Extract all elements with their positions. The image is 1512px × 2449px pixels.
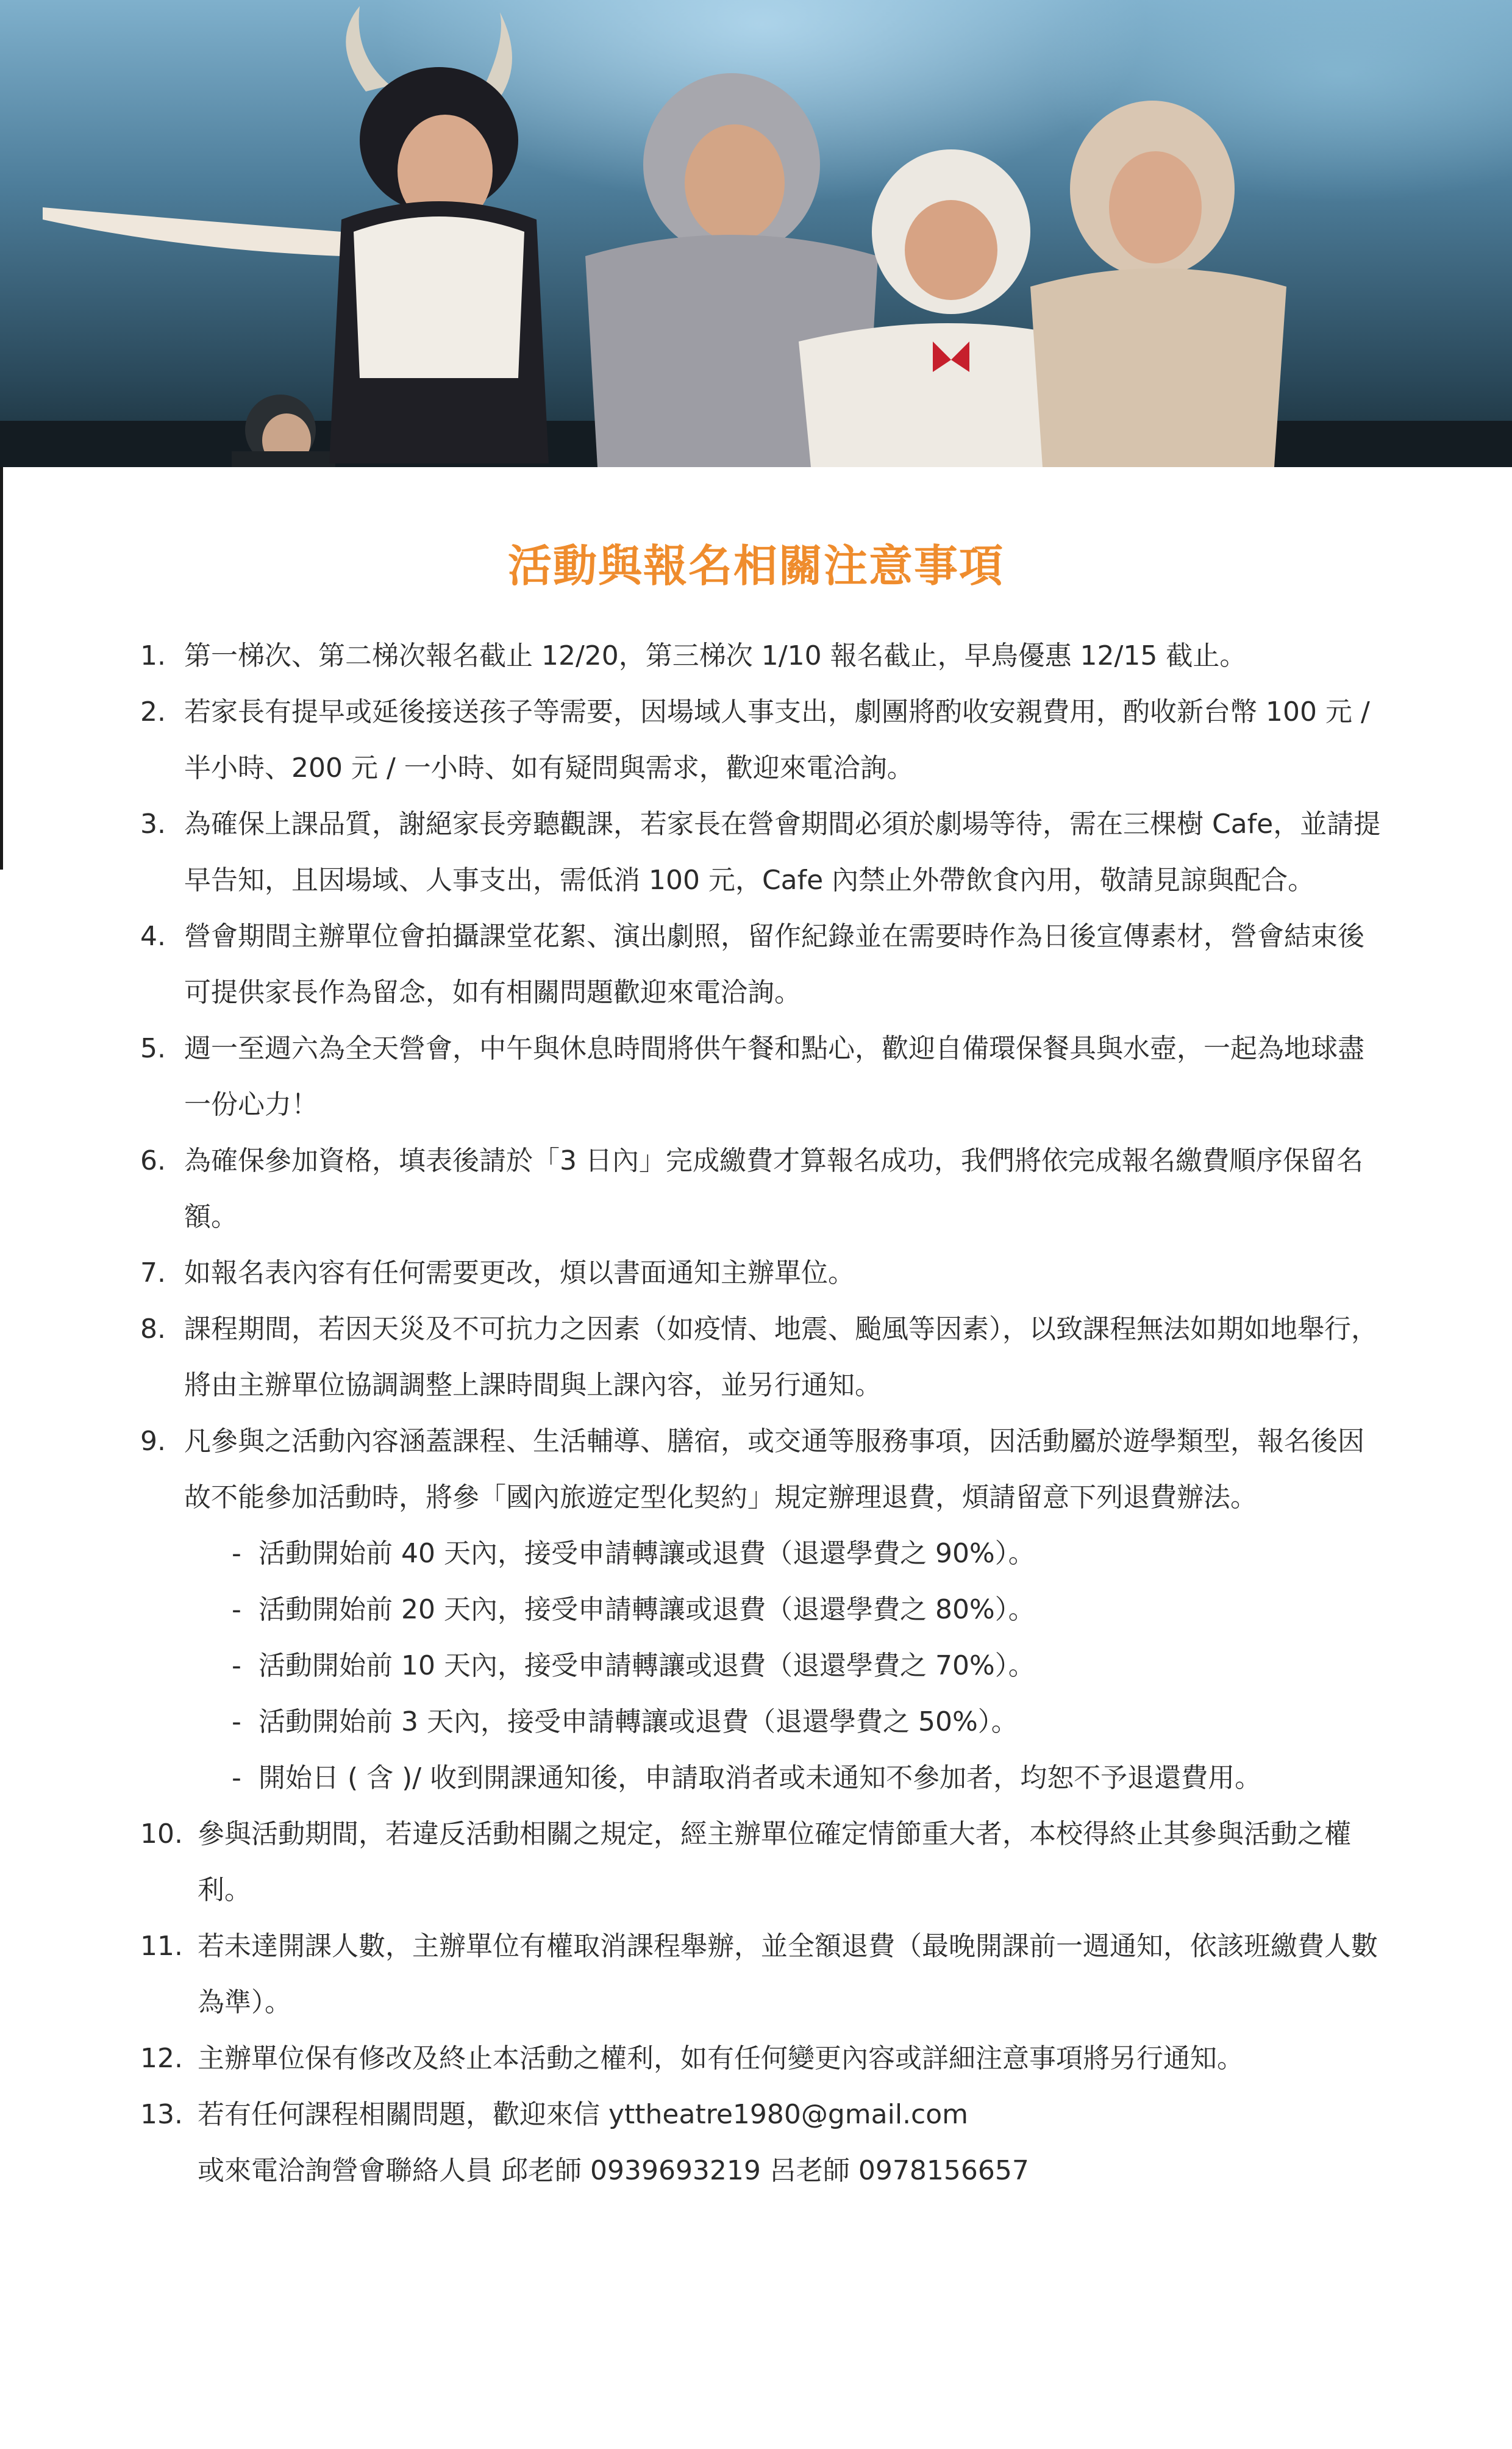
notice-list	[140, 628, 1390, 2199]
refund-dash: -	[232, 1538, 241, 1569]
hero-photo	[0, 0, 1512, 467]
list-item	[140, 1301, 1390, 1414]
refund-dash: -	[232, 1650, 241, 1681]
refund-rule-text: 活動開始前 3 天內，接受申請轉讓或退費（退還學費之 50%）。	[259, 1706, 1018, 1737]
refund-rule	[140, 1638, 1390, 1694]
item-text: 若家長有提早或延後接送孩子等需要，因場域人事支出，劇團將酌收安親費用，酌收新台幣 100 元 / 半小時、200 元 / 一小時、如有疑問與需求，歡迎來電洽詢。	[184, 696, 1370, 784]
item-text: 如報名表內容有任何需要更改，煩以書面通知主辦單位。	[184, 1257, 855, 1289]
item-text: 為確保上課品質，謝絕家長旁聽觀課，若家長在營會期間必須於劇場等待，需在三棵樹 Cafe，並請提早告知，且因場域、人事支出，需低消 100 元，Cafe 內禁止外帶飲食內用，敬請見諒與配合。	[184, 809, 1381, 896]
left-border-rule	[0, 467, 3, 870]
item-text: 第一梯次、第二梯次報名截止 12/20，第三梯次 1/10 報名截止，早鳥優惠 12/15 截止。	[184, 640, 1247, 671]
refund-rule-text: 活動開始前 40 天內，接受申請轉讓或退費（退還學費之 90%）。	[259, 1538, 1035, 1569]
notice-title: 活動與報名相關注意事項	[507, 540, 1004, 592]
stage-illustration	[0, 0, 1512, 467]
item-number: 11.	[140, 1931, 183, 1962]
list-item	[140, 1021, 1390, 1133]
list-item	[140, 1133, 1390, 1245]
list-item	[140, 909, 1390, 1021]
item-text: 為確保參加資格，填表後請於「3 日內」完成繳費才算報名成功，我們將依完成報名繳費順序保留名額。	[184, 1145, 1363, 1232]
list-item	[140, 796, 1390, 909]
contact-text: 或來電洽詢營會聯絡人員 邱老師 0939693219 呂老師 0978156657	[198, 2155, 1029, 2186]
list-item	[140, 684, 1390, 796]
list-item	[140, 1806, 1390, 1918]
item-number: 1.	[140, 640, 166, 671]
item-text: 若有任何課程相關問題，歡迎來信 yttheatre1980@gmail.com	[198, 2099, 969, 2130]
item-number: 9.	[140, 1426, 166, 1457]
list-item	[140, 2031, 1390, 2087]
list-item	[140, 1918, 1390, 2031]
performer-beige-sheep	[1030, 101, 1286, 467]
refund-rule-text: 開始日 ( 含 )/ 收到開課通知後，申請取消者或未通知不參加者，均恕不予退還費用。	[259, 1762, 1262, 1793]
item-number: 3.	[140, 809, 166, 840]
list-item	[140, 1414, 1390, 1526]
refund-dash: -	[232, 1594, 241, 1625]
item-text: 參與活動期間，若違反活動相關之規定，經主辦單位確定情節重大者，本校得終止其參與活動之權利。	[198, 1818, 1351, 1906]
refund-rule-text: 活動開始前 20 天內，接受申請轉讓或退費（退還學費之 80%）。	[259, 1594, 1035, 1625]
item-number: 4.	[140, 921, 166, 952]
item-text: 營會期間主辦單位會拍攝課堂花絮、演出劇照，留作紀錄並在需要時作為日後宣傳素材，營會結束後可提供家長作為留念，如有相關問題歡迎來電洽詢。	[184, 921, 1364, 1008]
performer-goat	[43, 6, 549, 463]
refund-dash: -	[232, 1762, 241, 1793]
item-text: 凡參與之活動內容涵蓋課程、生活輔導、膳宿，或交通等服務事項，因活動屬於遊學類型，報名後因故不能參加活動時，將參「國內旅遊定型化契約」規定辦理退費，煩請留意下列退費辦法。	[184, 1426, 1364, 1513]
refund-rule	[140, 1750, 1390, 1806]
item-number: 6.	[140, 1145, 166, 1176]
refund-rule	[140, 1582, 1390, 1638]
list-item	[140, 1245, 1390, 1301]
refund-dash: -	[232, 1706, 241, 1737]
item-text: 課程期間，若因天災及不可抗力之因素（如疫情、地震、颱風等因素），以致課程無法如期如地舉行，將由主辦單位協調調整上課時間與上課內容，並另行通知。	[184, 1314, 1378, 1401]
item-number: 2.	[140, 696, 166, 728]
item-number: 7.	[140, 1257, 166, 1289]
item-number: 10.	[140, 1818, 183, 1850]
refund-rule-text: 活動開始前 10 天內，接受申請轉讓或退費（退還學費之 70%）。	[259, 1650, 1035, 1681]
item-text: 主辦單位保有修改及終止本活動之權利，如有任何變更內容或詳細注意事項將另行通知。	[198, 2043, 1244, 2074]
item-number: 5.	[140, 1033, 166, 1064]
refund-rule	[140, 1526, 1390, 1582]
contact-line	[140, 2143, 1390, 2199]
item-number: 12.	[140, 2043, 183, 2074]
item-text: 若未達開課人數，主辦單位有權取消課程舉辦，並全額退費（最晚開課前一週通知，依該班繳費人數為準）。	[198, 1931, 1378, 2018]
list-item	[140, 628, 1390, 684]
item-text: 週一至週六為全天營會，中午與休息時間將供午餐和點心，歡迎自備環保餐具與水壺，一起為地球盡一份心力！	[184, 1033, 1364, 1120]
list-item	[140, 2087, 1390, 2143]
item-number: 8.	[140, 1314, 166, 1345]
item-number: 13.	[140, 2099, 183, 2130]
refund-rule	[140, 1694, 1390, 1750]
